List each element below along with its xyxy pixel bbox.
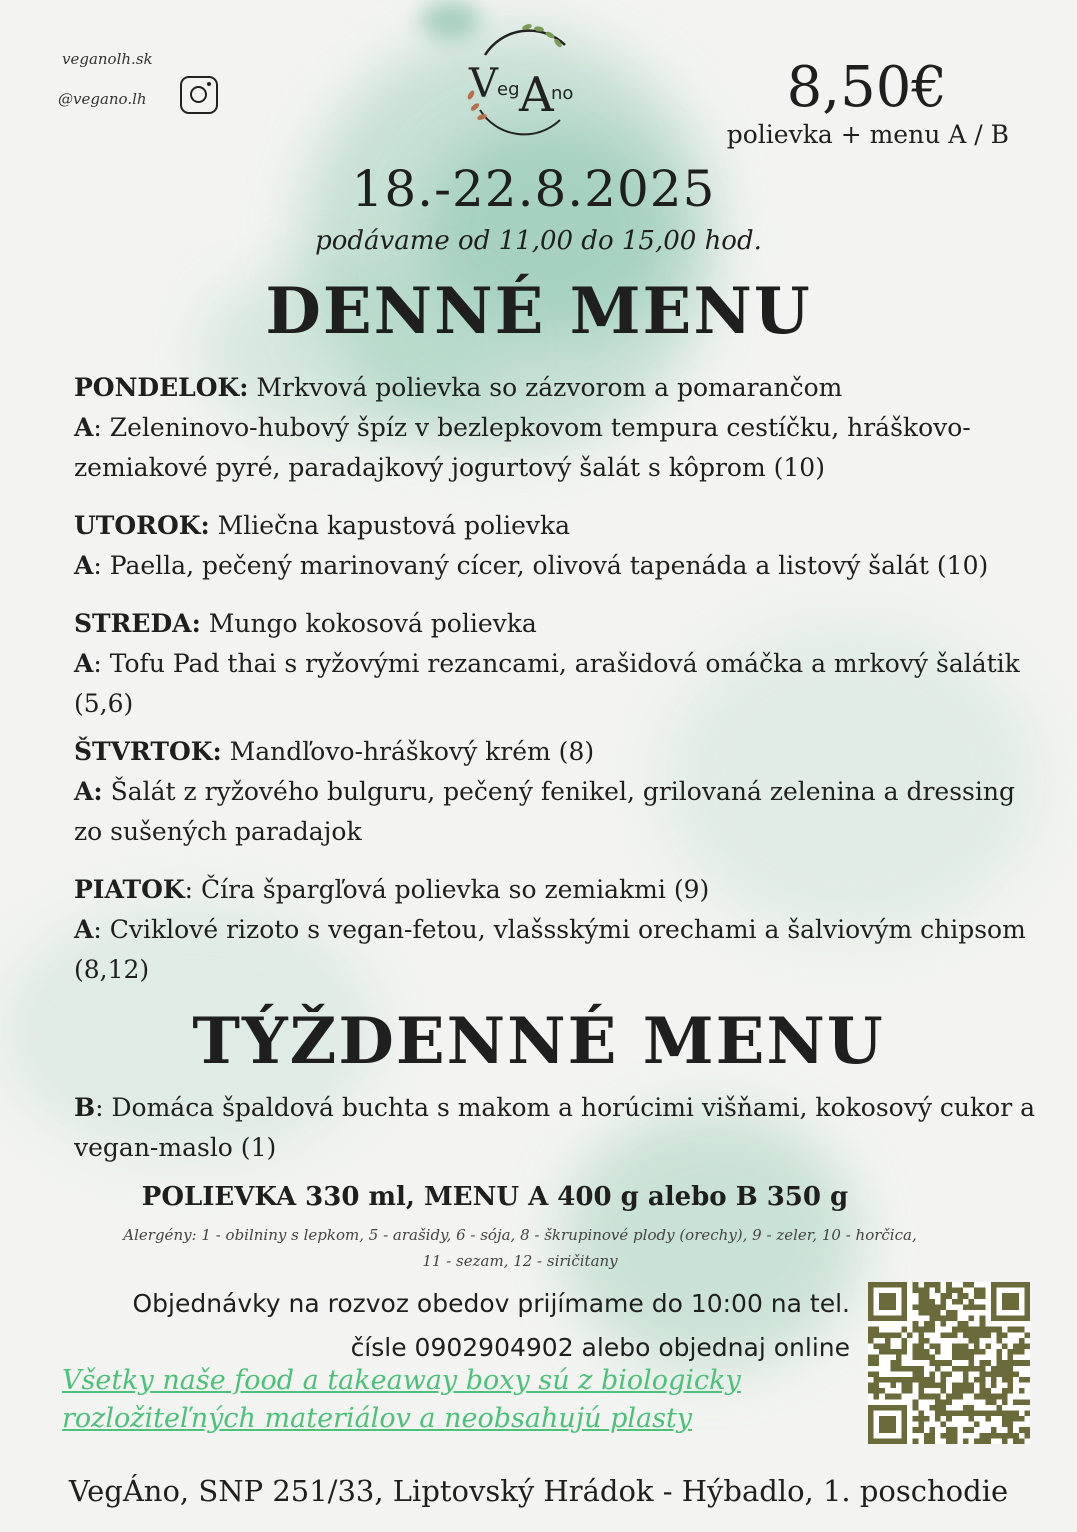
delivery-order-info: Objednávky na rozvoz obedov prijímame do 10:00 na tel. čísle 0902904902 alebo objednaj online (132, 1289, 850, 1362)
instagram-handle[interactable]: @vegano.lh (58, 90, 147, 108)
daily-menu-list (74, 368, 1039, 1008)
svg-text:no: no (551, 83, 574, 104)
vegano-logo (455, 15, 585, 145)
menu-dates: 18.-22.8.2025 (351, 160, 716, 218)
menu-price: 8,50€ (786, 55, 947, 120)
instagram-icon[interactable] (180, 76, 218, 114)
restaurant-address: VegÁno, SNP 251/33, Liptovský Hrádok - Hýbadlo, 1. poschodie (68, 1474, 1009, 1508)
svg-text:eg: eg (497, 79, 520, 100)
eco-packaging-link[interactable]: Všetky naše food a takeaway boxy sú z biologicky rozložiteľných materiálov a neobsahujú plasty (62, 1365, 741, 1434)
price-note: polievka + menu A / B (726, 120, 1009, 149)
allergen-list: Alergény: 1 - obilniny s lepkom, 5 - arašidy, 6 - sója, 8 - škrupinové plody (orechy), 9 - zeler, 10 - horčica, 11 - sezam, 12 - siričitany (123, 1226, 917, 1270)
menu-day-wednesday: STREDA: Mungo kokosová polievka A: Tofu Pad thai s ryžovými rezancami, arašidová omáčka a mrkový šalátik (5,6) (74, 609, 1020, 718)
website-link[interactable]: veganolh.sk (62, 50, 153, 68)
menu-day-thursday: ŠTVRTOK: Mandľovo-hráškový krém (8) A: Šalát z ryžového bulguru, pečený fenikel, grilovaná zelenina a dressing zo sušených paradajok (74, 737, 1015, 846)
daily-menu-title: DENNÉ MENU (265, 274, 812, 349)
menu-day-tuesday: UTOROK: Mliečna kapustová polievka A: Paella, pečený marinovaný cícer, olivová tapenáda a listový šalát (10) (74, 511, 989, 580)
svg-text:V: V (469, 61, 498, 107)
portion-sizes: POLIEVKA 330 ml, MENU A 400 g alebo B 350 g (141, 1182, 849, 1212)
menu-day-friday: PIATOK: Číra špargľová polievka so zemiakmi (9) A: Cviklové rizoto s vegan-fetou, vlašsskými orechami a šalviovým chipsom (8,12) (74, 875, 1026, 984)
qr-code-icon[interactable] (868, 1282, 1030, 1444)
serving-hours: podávame od 11,00 do 15,00 hod. (315, 226, 762, 256)
weekly-menu-item: B: Domáca špaldová buchta s makom a horúcimi višňami, kokosový cukor a vegan-maslo (1) (74, 1093, 1036, 1162)
svg-text:A: A (519, 67, 554, 123)
menu-day-monday: PONDELOK: Mrkvová polievka so zázvorom a pomarančom A: Zeleninovo-hubový špíz v bezlepkovom tempura cestíčku, hráškovo-zemiakové pyré, paradajkový jogurtový šalát s kôprom (10) (74, 373, 971, 482)
weekly-menu-title: TÝŽDENNÉ MENU (192, 1004, 885, 1079)
